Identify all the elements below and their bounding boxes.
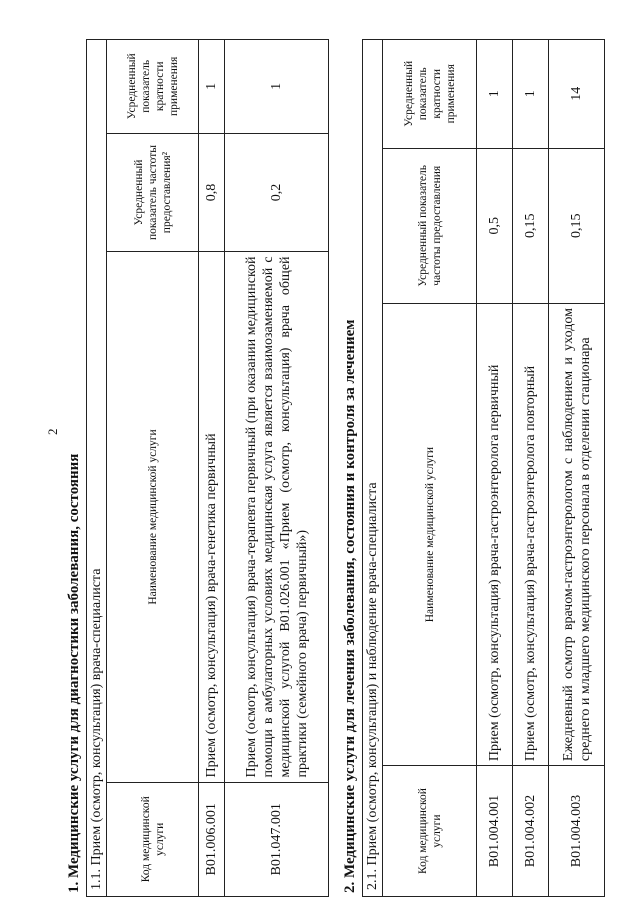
- section2-header-row: [383, 40, 477, 897]
- section2-title: 2. Медицинские услуги для лечения заболевания, состояния и контроля за лечением: [342, 319, 358, 893]
- table-row: [477, 40, 513, 897]
- service-code: B01.004.003: [549, 766, 605, 897]
- page-number: 2: [45, 428, 60, 435]
- section1-subtitle: 1.1. Прием (осмотр, консультация) врача-специалиста: [87, 40, 107, 897]
- section1-subtitle-row: [87, 40, 107, 897]
- service-mult: 14: [549, 40, 605, 149]
- section1-title: 1. Медицинские услуги для диагностики заболевания, состояния: [66, 453, 82, 893]
- section2-subtitle-row: [363, 40, 383, 897]
- service-freq: 0,15: [549, 148, 605, 304]
- service-name: Прием (осмотр, консультация) врача-терапевта первичный (при оказании медицинской помощи в амбулаторных условиях медицинская услуга является взаимозаменяемой с медицинской услугой B01.026.001 «Прием (осмотр, консультация) врача общей практики (семейного врача) первичный»): [225, 252, 329, 782]
- service-code: B01.004.002: [513, 766, 549, 897]
- service-code: B01.047.001: [225, 782, 329, 896]
- service-freq: 0,8: [199, 133, 225, 252]
- service-name: Ежедневный осмотр врачом-гастроэнтерологом с наблюдением и уходом среднего и младшего медицинского персонала в отделении стационара: [549, 304, 605, 766]
- table-row: [513, 40, 549, 897]
- service-freq: 0,2: [225, 133, 329, 252]
- header-mult: Усредненный показатель кратности применения: [383, 40, 477, 149]
- header-name: Наименование медицинской услуги: [383, 304, 477, 766]
- header-mult: Усредненный показатель кратности применения: [107, 40, 199, 134]
- service-mult: 1: [225, 40, 329, 134]
- table-row: [225, 40, 329, 897]
- service-code: B01.004.001: [477, 766, 513, 897]
- service-freq: 0,5: [477, 148, 513, 304]
- service-mult: 1: [513, 40, 549, 149]
- service-mult: 1: [477, 40, 513, 149]
- service-freq: 0,15: [513, 148, 549, 304]
- table-row: [549, 40, 605, 897]
- header-code: Код медицинской услуги: [383, 766, 477, 897]
- section2-table: [362, 39, 605, 897]
- header-freq: Усредненный показатель частоты предоставления: [383, 148, 477, 304]
- service-code: B01.006.001: [199, 782, 225, 896]
- table-row: [199, 40, 225, 897]
- header-name: Наименование медицинской услуги: [107, 252, 199, 782]
- section1-table: [86, 39, 329, 897]
- header-code: Код медицинской услуги: [107, 782, 199, 896]
- service-mult: 1: [199, 40, 225, 134]
- service-name: Прием (осмотр, консультация) врача-гастроэнтеролога первичный: [477, 304, 513, 766]
- section1-header-row: [107, 40, 199, 897]
- service-name: Прием (осмотр, консультация) врача-генетика первичный: [199, 252, 225, 782]
- service-name: Прием (осмотр, консультация) врача-гастроэнтеролога повторный: [513, 304, 549, 766]
- header-freq: Усредненный показатель частоты предоставления²: [107, 133, 199, 252]
- section2-subtitle: 2.1. Прием (осмотр, консультация) и наблюдение врача-специалиста: [363, 40, 383, 897]
